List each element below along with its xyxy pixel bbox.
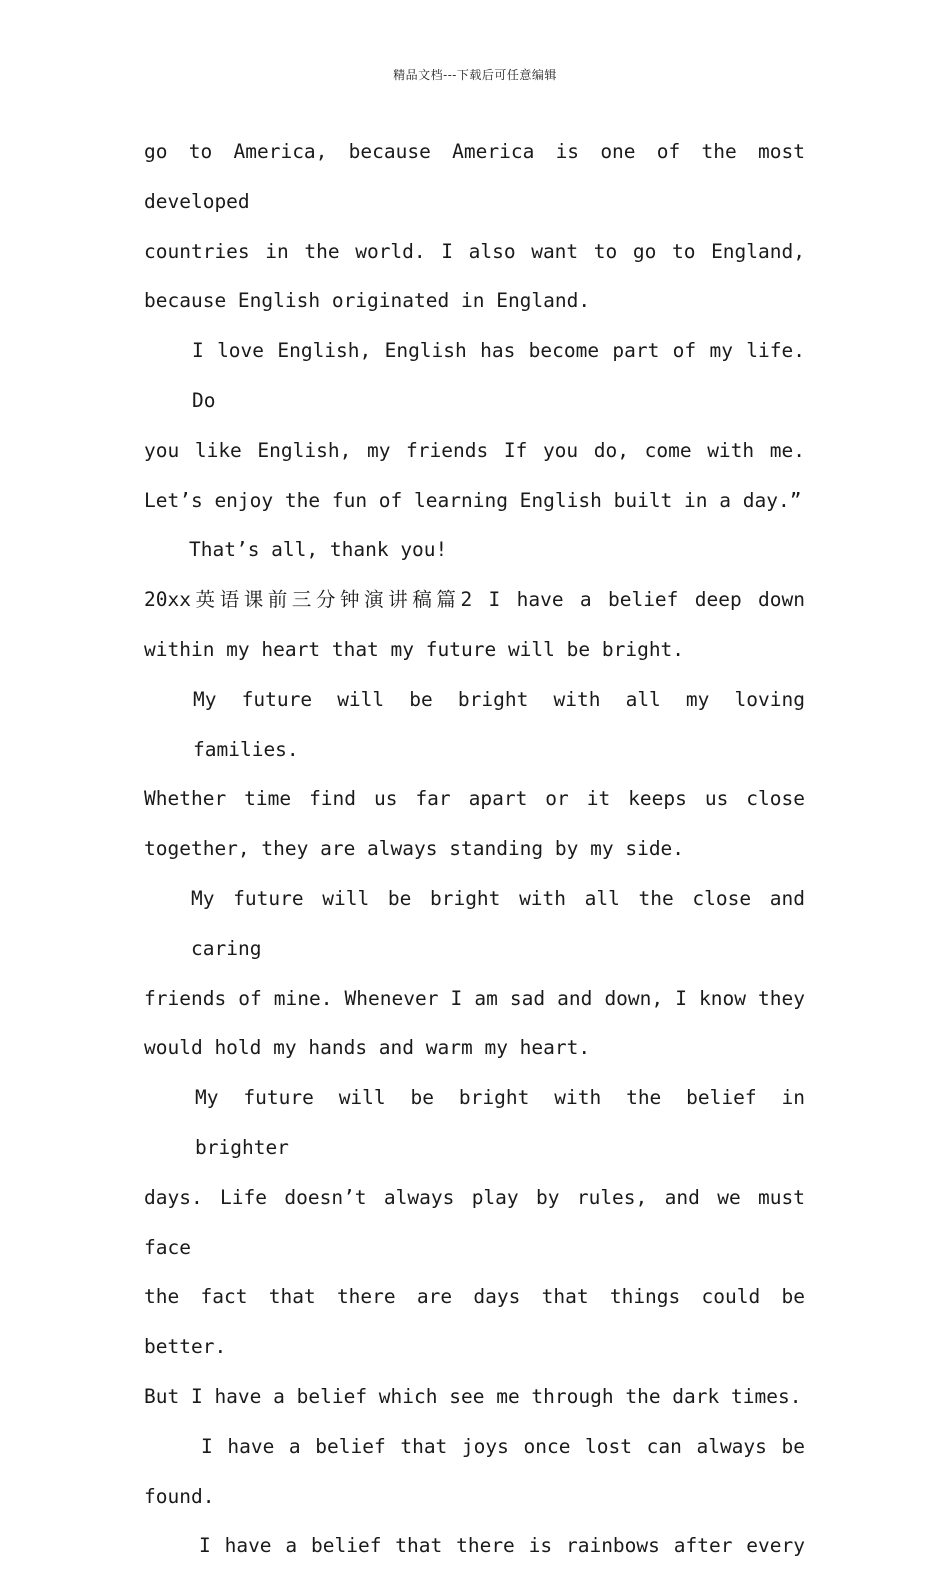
text-line: the fact that there are days that things could be better. (144, 1285, 805, 1359)
page-header: 精品文档---下载后可任意编辑 (393, 68, 557, 82)
text-line: Let’s enjoy the fun of learning English built in a day.” (144, 488, 802, 512)
text-line: would hold my hands and warm my heart. (144, 1036, 591, 1060)
paragraph-first-line: I have a belief that there is rainbows after every (199, 1534, 805, 1558)
paragraph-first-line: I have a belief that joys once lost can always be (201, 1434, 805, 1458)
paragraph-first-line: My future will be bright with the belief in brighter (195, 1086, 805, 1159)
text-line: go to America, because America is one of the most developed (144, 140, 805, 213)
section-heading-line: 20xx英语课前三分钟演讲稿篇2 I have a belief deep down (144, 588, 805, 612)
text-line: countries in the world. I also want to go to England, (144, 239, 805, 263)
paragraph-first-line: My future will be bright with all the close and caring (191, 886, 805, 960)
text-line: within my heart that my future will be bright. (144, 637, 685, 661)
text-line: because English originated in England. (144, 289, 591, 313)
text-line: Whether time find us far apart or it keeps us close (144, 787, 805, 811)
paragraph-first-line: That’s all, thank you! (189, 538, 448, 562)
paragraph-first-line: I love English, English has become part of my life. Do (192, 339, 805, 412)
document-body (144, 127, 805, 1571)
paragraph-first-line: My future will be bright with all my loving families. (193, 687, 805, 761)
text-line: friends of mine. Whenever I am sad and down, I know they (144, 986, 805, 1010)
text-line: days. Life doesn’t always play by rules, and we must face (144, 1185, 805, 1259)
text-line: together, they are always standing by my side. (144, 837, 685, 861)
text-line: you like English, my friends If you do, come with me. (144, 438, 805, 462)
text-line: But I have a belief which see me through the dark times. (144, 1384, 802, 1408)
text-line: found. (144, 1484, 215, 1508)
